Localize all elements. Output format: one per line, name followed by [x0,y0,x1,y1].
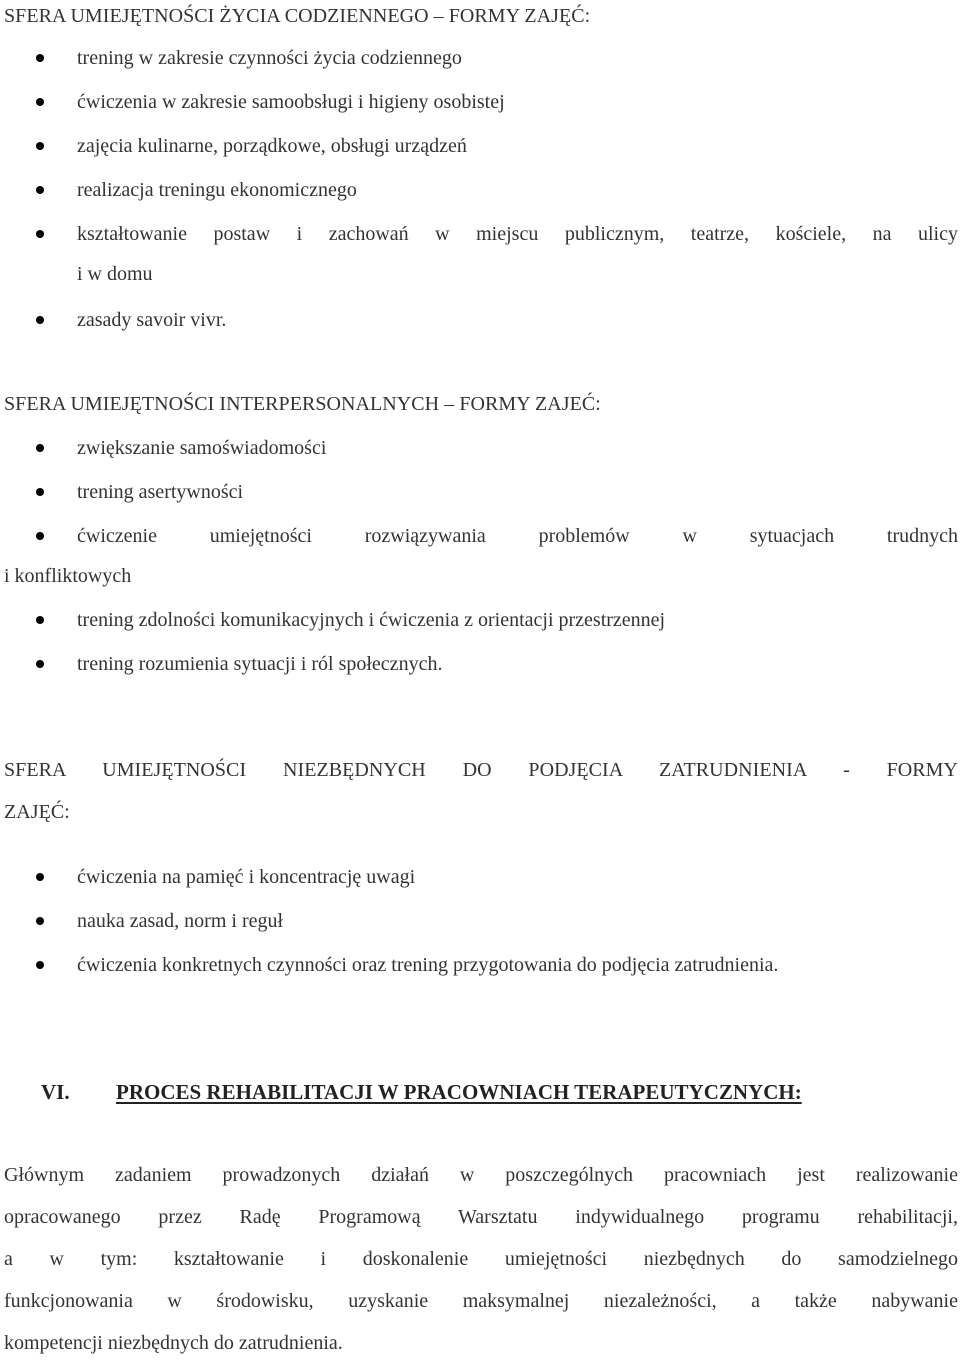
bullet-icon [36,316,44,324]
bullet-icon [36,54,44,62]
bullet-icon [36,660,44,668]
list-item: ćwiczenia w zakresie samoobsługi i higieny osobistej [4,82,958,122]
list-item: zajęcia kulinarne, porządkowe, obsługi urządzeń [4,126,958,166]
bullet-icon [36,917,44,925]
bullet-list-interpersonal [4,428,958,688]
bullet-icon [36,186,44,194]
paragraph-line: a w tym: kształtowanie i doskonalenie umiejętności niezbędnych do samodzielnego [4,1248,958,1270]
paragraph-line: Głównym zadaniem prowadzonych działań w poszczególnych pracowniach jest realizowanie [4,1164,958,1186]
bullet-list-employment [4,857,958,989]
document-page [4,0,958,1360]
list-item: ćwiczenie umiejętności rozwiązywania problemów w sytuacjach trudnych i konfliktowych [4,525,958,587]
bullet-icon [36,961,44,969]
bullet-icon [36,142,44,150]
bullet-icon [36,444,44,452]
section-heading-employment-continued: ZAJĘĆ: [4,801,70,823]
paragraph-line: kompetencji niezbędnych do zatrudnienia. [4,1332,343,1354]
bullet-icon [36,488,44,496]
list-item: zasady savoir vivr. [4,300,958,340]
chapter-number: VI. [41,1080,70,1104]
list-item: trening w zakresie czynności życia codziennego [4,38,958,78]
paragraph-line: funkcjonowania w środowisku, uzyskanie maksymalnej niezależności, a także nabywanie [4,1290,958,1312]
bullet-list-daily-living [4,38,958,344]
bullet-icon [36,616,44,624]
chapter-title: PROCES REHABILITACJI W PRACOWNIACH TERAPEUTYCZNYCH: [116,1080,802,1104]
section-heading-interpersonal: SFERA UMIEJĘTNOŚCI INTERPERSONALNYCH – FORMY ZAJEĆ: [4,393,601,415]
list-item: zwiększanie samoświadomości [4,428,958,468]
list-item: nauka zasad, norm i reguł [4,901,958,941]
bullet-icon [36,98,44,106]
bullet-icon [36,873,44,881]
section-heading-employment: SFERA UMIEJĘTNOŚCI NIEZBĘDNYCH DO PODJĘCIA ZATRUDNIENIA - FORMY [4,759,958,781]
list-item: trening zdolności komunikacyjnych i ćwiczenia z orientacji przestrzennej [4,600,958,640]
paragraph-line: opracowanego przez Radę Programową Warsztatu indywidualnego programu rehabilitacji, [4,1206,958,1228]
chapter-heading [41,1072,802,1112]
list-item: ćwiczenia konkretnych czynności oraz trening przygotowania do podjęcia zatrudnienia. [4,945,958,985]
body-paragraph [4,1154,958,1364]
section-heading-daily-living: SFERA UMIEJĘTNOŚCI ŻYCIA CODZIENNEGO – FORMY ZAJĘĆ: [4,5,591,27]
list-item: realizacja treningu ekonomicznego [4,170,958,210]
list-item: trening asertywności [4,472,958,512]
list-item: trening rozumienia sytuacji i ról społecznych. [4,644,958,684]
list-item: ćwiczenia na pamięć i koncentrację uwagi [4,857,958,897]
list-item: kształtowanie postaw i zachowań w miejscu publicznym, teatrze, kościele, na ulicy i w domu [4,214,958,294]
bullet-icon [36,532,44,540]
bullet-icon [36,230,44,238]
